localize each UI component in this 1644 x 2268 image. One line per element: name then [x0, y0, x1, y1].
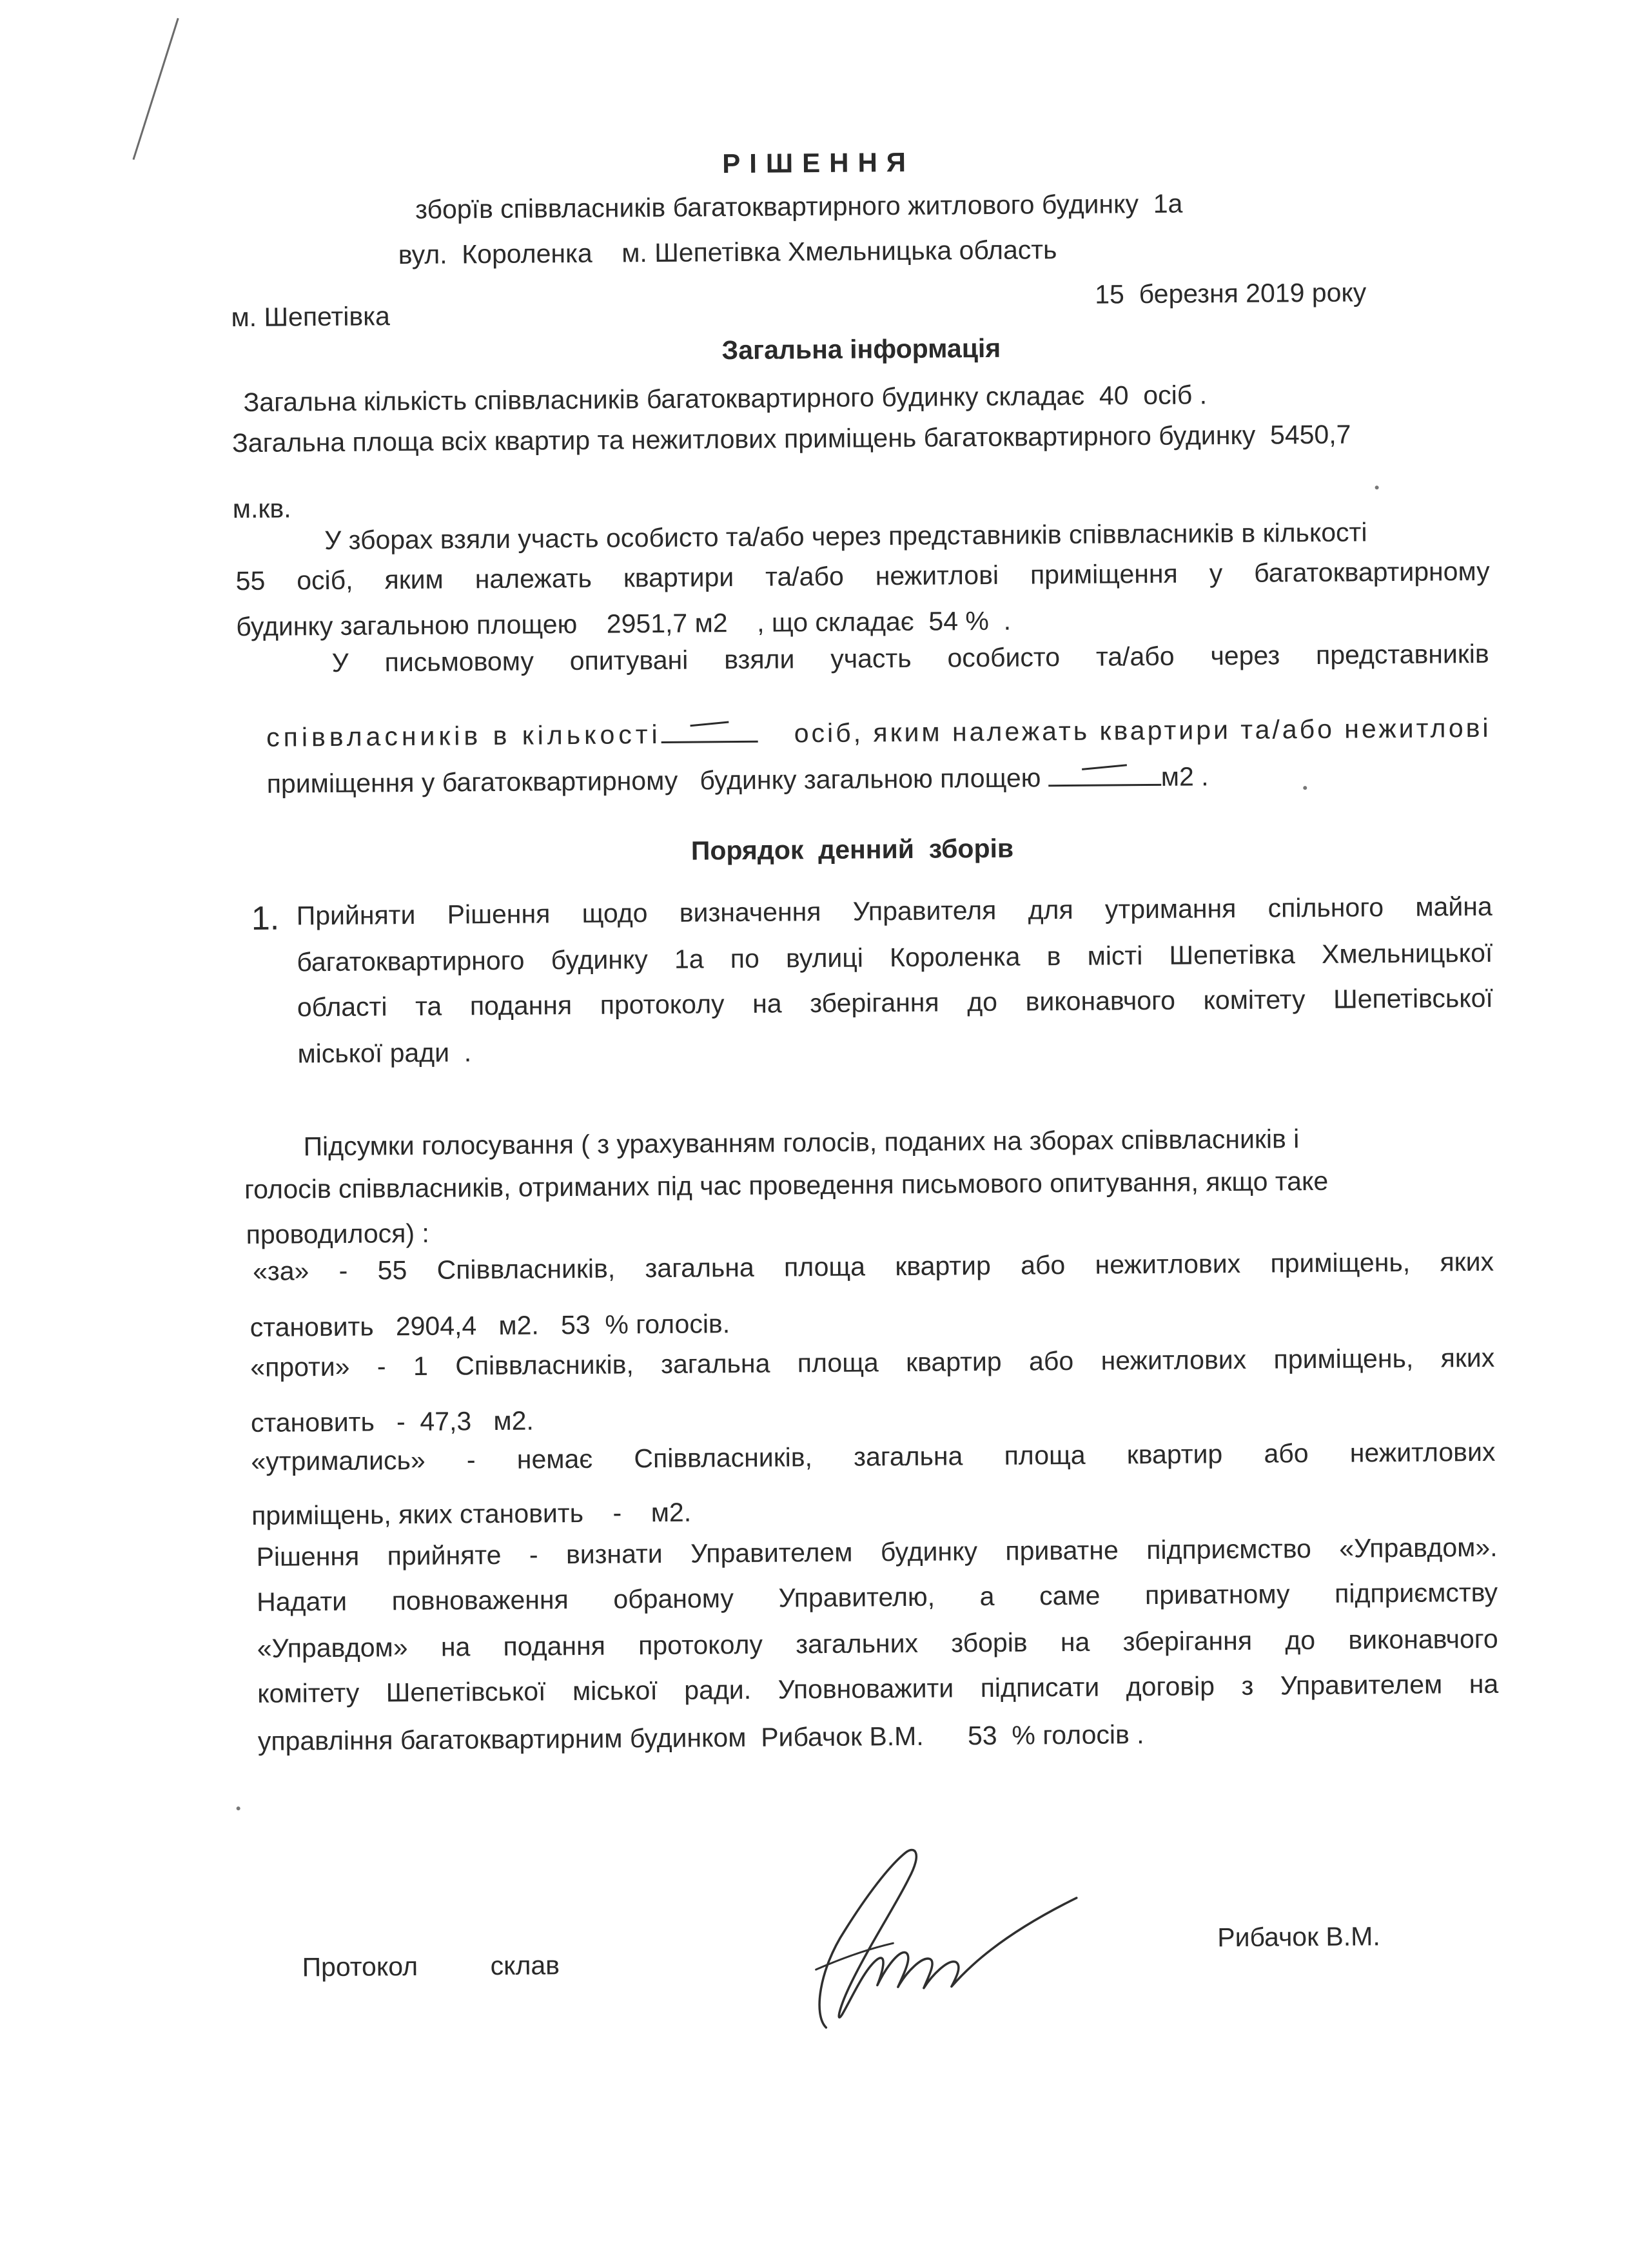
results-intro-1: Підсумки голосування ( з урахуванням голосів, поданих на зборах співвласників і: [303, 1124, 1300, 1162]
survey-area-unit: м2 .: [1160, 761, 1209, 792]
decision-line-5: управління багатоквартирним будинком Рибачок В.М. 53 % голосів .: [257, 1719, 1144, 1756]
survey-line-3: [237, 737, 1209, 824]
subtitle-address: вул. Короленка м. Шепетівка Хмельницька область: [398, 235, 1057, 270]
results-intro-2: голосів співвласників, отриманих під час проведення письмового опитування, якщо таке: [244, 1166, 1329, 1205]
survey-area-label: приміщення у багатоквартирному будинку загальною площею: [266, 763, 1041, 799]
agenda-item-line-2: багатоквартирного будинку 1а по вулиці Короленка в місті Шепетівка Хмельницької: [297, 937, 1493, 977]
vote-against-line-1: «проти» - 1 Співвласників, загальна площа квартир або нежитлових приміщень, яких: [250, 1342, 1495, 1382]
decision-line-2: Надати повноваження обраному Управителю, а саме приватному підприємству: [256, 1577, 1498, 1617]
vote-for-line-2: становить 2904,4 м2. 53 % голосів.: [250, 1309, 730, 1342]
document-date: 15 березня 2019 року: [1095, 277, 1367, 309]
composed-label: склав: [490, 1950, 560, 1981]
participation-line-3: будинку загальною площею 2951,7 м2 , що складає 54 % .: [236, 605, 1012, 642]
participation-line-2: 55 осіб, яким належать квартири та/або нежитлові приміщення у багатоквартирному: [235, 556, 1490, 596]
vote-abstain-line-1: «утримались» - немає Співвласників, загальна площа квартир або нежитлових: [251, 1436, 1496, 1476]
decision-line-3: «Управдом» на подання протоколу загальних зборів на зберігання до виконавчого: [257, 1623, 1498, 1663]
total-owners-line: Загальна кількість співвласників багатоквартирного будинку складає 40 осіб .: [243, 380, 1208, 418]
scan-speck: [1303, 786, 1307, 790]
survey-owners-label: співвласників в кількості: [266, 719, 661, 752]
survey-owners-rest: осіб, яким належать квартири та/або нежитлові: [794, 712, 1491, 748]
scan-speck: [237, 1806, 240, 1810]
signer-name: Рибачок В.М.: [1217, 1921, 1380, 1953]
results-intro-3: проводилося) :: [246, 1218, 430, 1250]
total-area-line: Загальна площа всіх квартир та нежитлових приміщень багатоквартирного будинку 5450,7: [231, 419, 1351, 458]
agenda-item-line-4: міської ради .: [297, 1037, 472, 1069]
decision-line-4: комітету Шепетівської міської ради. Уповноважити підписати договір з Управителем на: [257, 1668, 1499, 1708]
agenda-item-line-1: Прийняти Рішення щодо визначення Управителя для утримання спільного майна: [296, 891, 1492, 931]
vote-for-line-1: «за» - 55 Співвласників, загальна площа квартир або нежитлових приміщень, яких: [252, 1246, 1494, 1286]
total-area-unit: м.кв.: [232, 493, 291, 524]
protocol-label: Протокол: [302, 1951, 418, 1982]
agenda-item-line-3: області та подання протоколу на зберігання до виконавчого комітету Шепетівської: [297, 982, 1494, 1022]
survey-line-1: У письмовому опитувані взяли участь особисто та/або через представників: [331, 638, 1489, 678]
city: м. Шепетівка: [231, 301, 390, 333]
handwritten-signature: [754, 1839, 1090, 2035]
subtitle-building: зборїв співвласників багатоквартирного житлового будинку 1а: [415, 188, 1183, 224]
agenda-heading: Порядок денний зборів: [690, 833, 1014, 866]
document-title: РІШЕННЯ: [722, 146, 915, 179]
vote-against-line-2: становить - 47,3 м2.: [250, 1405, 534, 1438]
scan-speck: [1375, 485, 1379, 489]
participation-line-1: У зборах взяли участь особисто та/або через представників співвласників в кількості: [324, 517, 1367, 556]
scan-edge-line: [132, 18, 179, 160]
survey-owners-blank: [661, 721, 758, 743]
agenda-item-number: 1.: [251, 899, 280, 937]
vote-abstain-line-2: приміщень, яких становить - м2.: [251, 1497, 692, 1530]
general-info-heading: Загальна інформація: [721, 333, 1001, 366]
survey-area-blank: [1048, 765, 1161, 787]
decision-line-1: Рішення прийняте - визнати Управителем будинку приватне підприємство «Управдом».: [256, 1532, 1498, 1572]
